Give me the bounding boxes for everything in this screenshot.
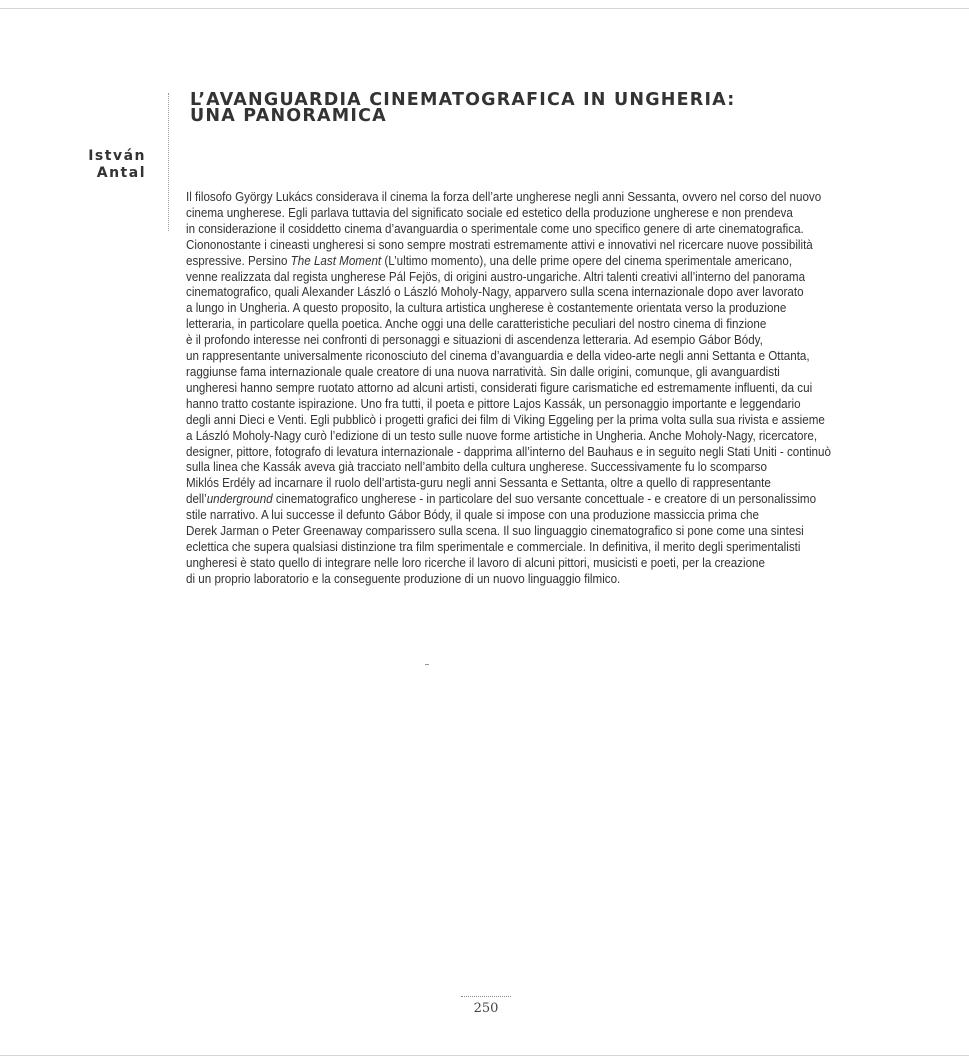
body-line-end: (L’ultimo momento), una delle prime opere del cinema sperimentale americano,	[381, 253, 793, 268]
body-line: a László Moholy-Nagy curò l’edizione di un testo sulle nuove forme artistiche in Ungheria. Anche Moholy-Nagy, ricercatore,	[186, 428, 818, 443]
body-line-end: cinematografico ungherese - in particolare del suo versante concettuale - e creatore di un personalissimo	[272, 492, 817, 507]
body-line: cinema ungherese. Egli parlava tuttavia del significato sociale ed estetico della produzione ungherese e non prendeva	[186, 205, 793, 220]
body-line: a lungo in Ungheria. A questo proposito, la cultura artistica ungherese è costantemente orientata verso la produzione	[186, 301, 787, 316]
author-first-name: István	[88, 148, 146, 164]
body-line: Ciononostante i cineasti ungheresi si sono sempre mostrati estremamente attivi e innovativi nel ricercare nuove possibilità	[186, 237, 813, 252]
body-line: venne realizzata dal regista ungherese Pál Fejös, di origini austro-ungariche. Altri talenti creativi all’interno del panorama	[186, 269, 806, 284]
article-body	[186, 190, 850, 588]
margin-divider	[168, 93, 169, 231]
body-line: sulla linea che Kassák aveva già tracciato nell’ambito della cultura ungherese. Successivamente fu lo scomparso	[186, 460, 767, 475]
bottom-rule	[0, 1055, 969, 1056]
body-line: Il filosofo György Lukács considerava il cinema la forza dell’arte ungherese negli anni Sessanta, ovvero nel corso del nuovo	[186, 190, 822, 204]
body-line: hanno tratto costante ispirazione. Uno fra tutti, il poeta e pittore Lajos Kassák, un personaggio importante e leggendario	[186, 396, 801, 411]
body-line: letteraria, in particolare quella poetica. Anche oggi una delle caratteristiche peculiari del nostro cinema di finzione	[186, 317, 767, 332]
body-line: raggiunse fama internazionale quale creatore di una nuova narratività. Sin dalle origini, comunque, gli avanguardisti	[186, 364, 780, 379]
body-line: eclettica che supera qualsiasi distinzione tra film sperimentale e commerciale. In definitiva, il merito degli sperimentalisti	[186, 539, 801, 554]
body-line: in considerazione il cosiddetto cinema d’avanguardia o sperimentale come uno specifico genere di arte cinematografica.	[186, 221, 804, 236]
top-rule	[0, 8, 969, 9]
term-underground: underground	[206, 492, 273, 507]
title-line-1: L’AVANGUARDIA CINEMATOGRAFICA IN UNGHERIA:	[190, 90, 736, 110]
film-title-the-last-moment: The Last Moment	[290, 253, 382, 268]
body-line: un rappresentante universalmente riconosciuto del cinema d’avanguardia e della video-arte negli anni Settanta e Ottanta,	[186, 349, 810, 364]
body-line-start: dell’	[186, 492, 207, 507]
page-number: 250	[473, 1001, 499, 1016]
body-line	[186, 254, 850, 270]
body-line: Derek Jarman o Peter Greenaway comparissero sulla scena. Il suo linguaggio cinematografico si pone come una sintesi	[186, 524, 804, 539]
body-line: cinematografico, quali Alexander László o László Moholy-Nagy, apparvero sulla scena internazionale dopo aver lavorato	[186, 285, 804, 300]
body-line: stile narrativo. A lui successe il defunto Gábor Bódy, il quale si impose con una produzione massiccia prima che	[186, 508, 759, 523]
body-line: degli anni Dieci e Venti. Egli pubblicò i progetti grafici dei film di Viking Eggeling per la prima volta sulla sua rivista e assieme	[186, 412, 825, 427]
body-line: designer, pittore, fotografo di levatura internazionale - dapprima all’interno del Bauhaus e in seguito negli Stati Uniti - continuò	[186, 444, 831, 459]
print-speck	[425, 664, 429, 665]
body-line: ungheresi hanno sempre ruotato attorno ad alcuni artisti, considerati figure carismatiche ed estremamente influenti, da cui	[186, 380, 813, 395]
title-line-2: UNA PANORAMICA	[190, 106, 387, 126]
page-number-rule	[461, 996, 511, 997]
article-title	[190, 92, 735, 124]
body-line-start: espressive. Persino	[186, 253, 291, 268]
body-line: ungheresi è stato quello di integrare nelle loro ricerche il lavoro di alcuni pittori, musicisti e poeti, per la creazione	[186, 555, 765, 570]
author-name	[60, 148, 146, 182]
body-line: Miklós Erdély ad incarnare il ruolo dell’artista-guru negli anni Sessanta e Settanta, oltre a quello di rappresentante	[186, 476, 771, 491]
author-last-name: Antal	[96, 165, 146, 181]
body-line	[186, 492, 850, 508]
body-line: è il profondo interesse nei confronti di personaggi e situazioni di ascendenza letteraria. Ad esempio Gábor Bódy,	[186, 333, 763, 348]
body-line: di un proprio laboratorio e la conseguente produzione di un nuovo linguaggio filmico.	[186, 571, 621, 586]
